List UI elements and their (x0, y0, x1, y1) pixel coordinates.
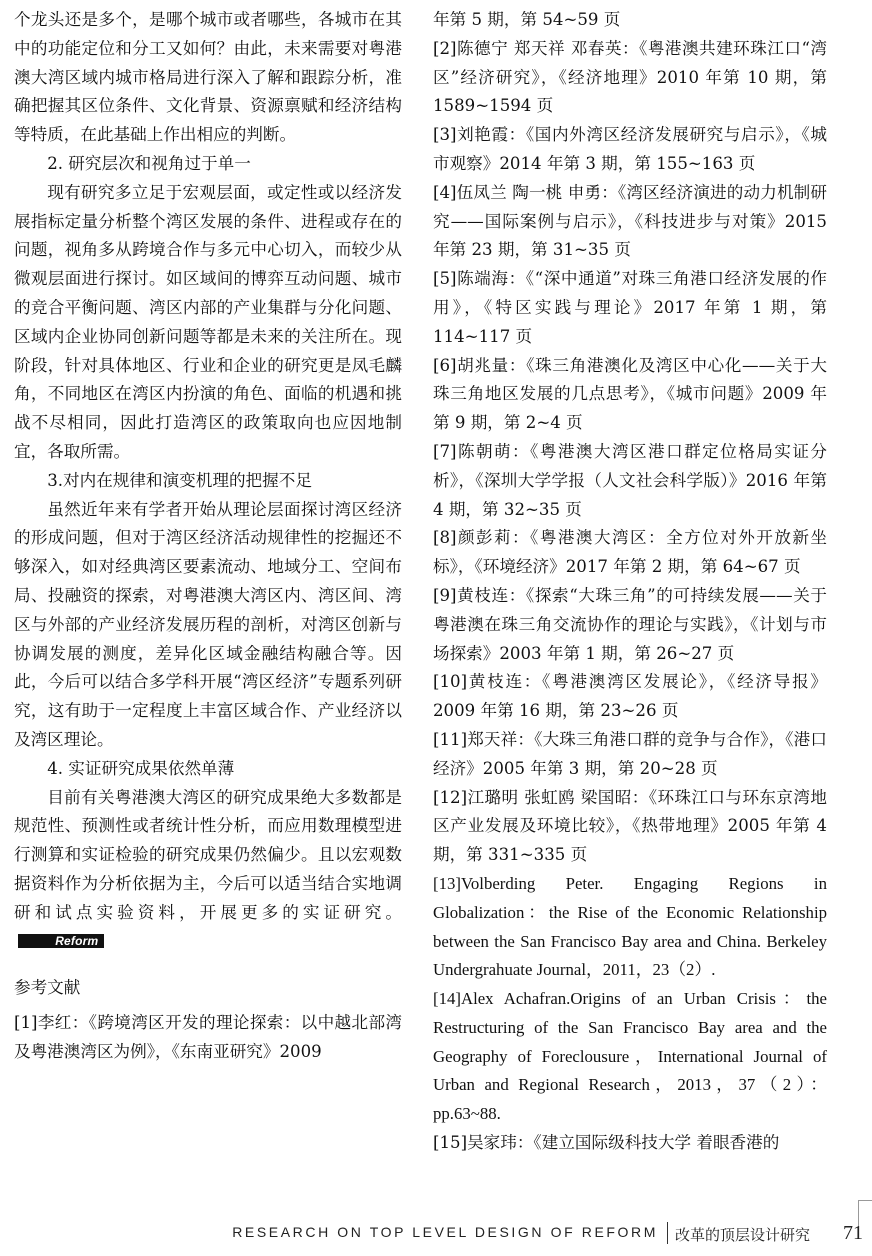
body-paragraph: 虽然近年来有学者开始从理论层面探讨湾区经济的形成问题，但对于湾区经济活动规律性的挖掘还不够深入，如对经典湾区要素流动、地域分工、空间布局、投融资的探索，对粤港澳大湾区内、湾区间、湾区与外部的产业经济发展历程的剖析，对湾区创新与协调发展的测度，差异化区域金融结构融合等。因此，今后可以结合多学科开展“湾区经济”专题系列研究，这有助于一定程度上丰富区域合作、产业经济以及湾区理论。 (14, 499, 402, 749)
body-paragraph: 现有研究多立足于宏观层面，或定性或以经济发展指标定量分析整个湾区发展的条件、进程或存在的问题，视角多从跨境合作与多元中心切入，而较少从微观层面进行探讨。如区域间的博弈互动问题、城市的竞合平衡问题、湾区内部的产业集群与分化问题、区域内企业协同创新问题等都是未来的关注所在。现阶段，针对具体地区、行业和企业的研究更是凤毛麟角，不同地区在湾区内扮演的角色、面临的机遇和挑战不尽相同，因此打造湾区的政策取向也应因地制宜，各取所需。 (14, 182, 402, 461)
reference-item: [11]郑天祥：《大珠三角港口群的竞争与合作》，《港口经济》2005 年第 3 期，第 20~28 页 (433, 729, 827, 778)
footer-divider (667, 1222, 668, 1244)
page-footer (0, 1224, 872, 1248)
footer-chinese-title: 改革的顶层设计研究 (675, 1226, 811, 1244)
section-heading: 2. 研究层次和视角过于单一 (47, 153, 251, 173)
reference-item: [9]黄枝连：《探索“大珠三角”的可持续发展——关于粤港澳在珠三角交流协作的理论与实践》，《计划与市场探索》2003 年第 1 期，第 26~27 页 (433, 585, 827, 663)
body-paragraph: 个龙头还是多个，是哪个城市或者哪些，各城市在其中的功能定位和分工又如何？由此，未来需要对粤港澳大湾区域内城市格局进行深入了解和跟踪分析，准确把握其区位条件、文化背景、资源禀赋和经济结构等特质，在此基础上作出相应的判断。 (14, 10, 402, 145)
right-column (433, 6, 827, 1158)
page-number: 71 (843, 1222, 863, 1244)
reference-item: [15]吴家玮：《建立国际级科技大学 着眼香港的 (433, 1133, 780, 1153)
body-paragraph (14, 784, 402, 957)
reference-item: [5]陈端海：《“深中通道”对珠三角港口经济发展的作用》，《特区实践与理论》2017 年第 1 期，第 114~117 页 (433, 269, 827, 346)
reference-item: [10]黄枝连：《粤港澳湾区发展论》，《经济导报》2009 年第 16 期，第 23~26 页 (433, 672, 827, 721)
reference-item: [7]陈朝萌：《粤港澳大湾区港口群定位格局实证分析》，《深圳大学学报（人文社会科学版）》2016 年第 4 期，第 32~35 页 (433, 441, 827, 519)
body-paragraph-text: 目前有关粤港澳大湾区的研究成果绝大多数都是规范性、预测性或者统计性分析，而应用数理模型进行测算和实证检验的研究成果仍然偏少。且以宏观数据资料作为分析依据为主，今后可以适当结合实地调研和试点实验资料，开展更多的实证研究。 (14, 787, 402, 922)
reference-item: [13]Volberding Peter. Engaging Regions in Globalization：the Rise of the Economic Relationship between the San Francisco Bay area and China. Berkeley Undergrahuate Journal，2011，23（2）. (433, 873, 827, 980)
reference-item: [12]江璐明 张虹鸥 梁国昭：《环珠江口与环东京湾地区产业发展及环境比较》，《热带地理》2005 年第 4 期，第 331~335 页 (433, 787, 827, 865)
reference-item: [8]颜彭莉：《粤港澳大湾区：全方位对外开放新坐标》，《环境经济》2017 年第 2 期，第 64~67 页 (433, 528, 827, 577)
reference-item: [3]刘艳霞：《国内外湾区经济发展研究与启示》，《城市观察》2014 年第 3 期，第 155~163 页 (433, 125, 827, 173)
reference-item: [14]Alex Achafran.Origins of an Urban Crisis：the Restructuring of the San Francisco Bay area and the Geography of Foreclousure，International Journal of Urban and Regional Research，2013，37（2）：pp.63~88. (433, 989, 827, 1124)
page-corner-rule (858, 1200, 872, 1201)
reform-logo: Reform (18, 934, 104, 948)
reference-item: 年第 5 期，第 54~59 页 (433, 10, 621, 29)
reference-item: [2]陈德宁 郑天祥 邓春英：《粤港澳共建环珠江口“湾区”经济研究》，《经济地理》2010 年第 10 期，第 1589~1594 页 (433, 38, 827, 116)
references-title: 参考文献 (14, 978, 81, 998)
reference-item: [4]伍凤兰 陶一桃 申勇：《湾区经济演进的动力机制研究——国际案例与启示》，《科技进步与对策》2015 年第 23 期，第 31~35 页 (433, 182, 827, 260)
section-heading: 4. 实证研究成果依然单薄 (47, 758, 235, 778)
reference-item: [6]胡兆量：《珠三角港澳化及湾区中心化——关于大珠三角地区发展的几点思考》，《城市问题》2009 年第 9 期，第 2~4 页 (433, 355, 827, 433)
section-heading: 3.对内在规律和演变机理的把握不足 (47, 470, 312, 490)
footer-english-title: RESEARCH ON TOP LEVEL DESIGN OF REFORM (232, 1224, 658, 1240)
reference-item: [1]李红：《跨境湾区开发的理论探索：以中越北部湾及粤港澳湾区为例》，《东南亚研究》2009 (14, 1013, 402, 1061)
left-column (14, 6, 402, 1067)
